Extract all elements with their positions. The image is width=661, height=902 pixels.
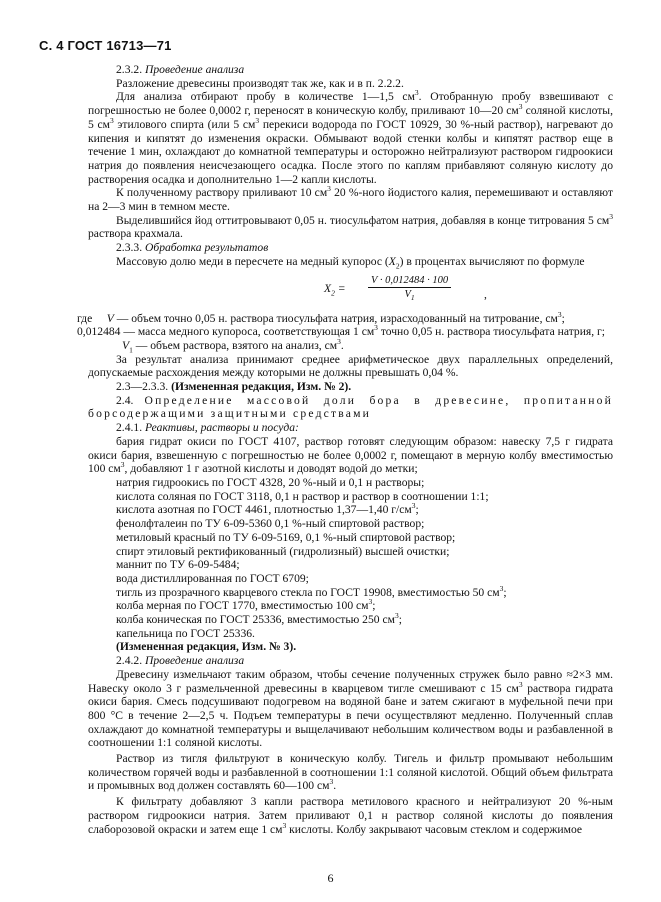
paragraph: Выделившийся йод оттитровывают 0,05 н. тиосульфатом натрия, добавляя в конце титрования 5 $см^3$ раствора крахмала. xyxy=(88,211,613,241)
list-item: кислота соляная по ГОСТ 3118, 0,1 н раствор и раствор в соотношении 1:1; xyxy=(116,489,489,503)
paragraph: К полученному раствору приливают 10 $см^3$ 20 %-ного йодистого калия, перемешивают и оставляют на 2—3 мин в темном месте. xyxy=(88,184,613,214)
paragraph: Для анализа отбирают пробу в количестве 1—1,5 $см^3$. Отобранную пробу взвешивают с погрешностью не более 0,0002 г, переносят в коническую колбу, приливают 10—20 $см^3$ соляной кислоты, 5 $см^3$ этилового спирта (или 5 $см^3$ перекиси водорода по ГОСТ 10929, 30 %-ный раствор), нагревают до кипения и кипятят до изменения окраски. Обмывают водой стенки колбы и кипятят раствор еще в течение 1 мин, охлаждают до комнатной температуры и осторожно нейтрализуют раствором гидроокиси натрия до появления неисчезающего осадка. После этого по каплям прибавляют соляную кислоту до растворения осадка и дополнительно 1—2 капли кислоты. xyxy=(88,88,614,186)
section-heading: 2.3.3. Обработка результатов xyxy=(116,241,269,255)
change-note: 2.3—2.3.3. (Измененная редакция, Изм. № 2). xyxy=(116,380,352,394)
paragraph: За результат анализа принимают среднее арифметическое двух параллельных определений, допускаемые расхождения между которыми не должны превышать 0,04 %. xyxy=(88,352,613,380)
list-item: маннит по ТУ 6-09-5484; xyxy=(116,558,240,572)
formula-numerator: V · 0,012484 · 100 xyxy=(368,274,451,289)
paragraph: Массовую долю меди в пересчете на медный купорос $(X_2)$ в процентах вычисляют по формуле xyxy=(116,254,585,271)
list-item: фенолфталеин по ТУ 6-09-5360 0,1 %-ный спиртовой раствор; xyxy=(116,517,425,531)
paragraph: Раствор из тигля фильтруют в коническую колбу. Тигель и фильтр промывают небольшим количеством горячей воды и разбавленной в соотношении 1:1 соляной кислотой. Общий объем фильтрата и промывных вод должен составлять 60—100 $см^3$. xyxy=(88,752,613,793)
change-note: (Измененная редакция, Изм. № 3). xyxy=(116,640,297,654)
list-item: вода дистиллированная по ГОСТ 6709; xyxy=(116,571,309,585)
list-item: колба коническая по ГОСТ 25336, вместимостью 250 $см^3$; xyxy=(116,611,402,627)
list-item: спирт этиловый ректификованный (гидролизный) высшей очистки; xyxy=(116,544,450,558)
formula-lhs: $X_2$ = xyxy=(324,281,346,297)
formula: $X_2$ = $\frac{V \cdot 0,012484 \cdot 100}{V_1}$ , xyxy=(324,274,487,303)
list-item: тигль из прозрачного кварцевого стекла по ГОСТ 19908, вместимостью 50 $см^3$; xyxy=(116,583,507,599)
section-heading: 2.4. Определение массовой доли бора в древесине, пропитанной борсодержащими защитными средствами xyxy=(88,393,613,421)
list-item: натрия гидроокись по ГОСТ 4328, 20 %-ный и 0,1 н растворы; xyxy=(116,475,425,489)
list-item: кислота азотная по ГОСТ 4461, плотностью 1,37—1,40 $г/см^3$; xyxy=(116,501,419,517)
definition-item: где V — объем точно 0,05 н. раствора тиосульфата натрия, израсходованный на титрование, $см^3$; xyxy=(77,309,565,325)
list-item: бария гидрат окиси по ГОСТ 4107, раствор готовят следующим образом: навеску 7,5 г гидрата окиси бария, взвешенную с погрешностью не более 0,0002 г, помещают в мерную колбу вместимостью 100 $см^3$, добавляют 1 г азотной кислоты и доводят водой до метки; xyxy=(88,434,613,476)
page-header: С. 4 ГОСТ 16713—71 xyxy=(39,38,172,53)
list-item: капельница по ГОСТ 25336. xyxy=(116,626,255,640)
section-heading: 2.4.1. Реактивы, растворы и посуда: xyxy=(116,421,299,435)
page-number: 6 xyxy=(327,871,334,885)
list-item: колба мерная по ГОСТ 1770, вместимостью 100 $см^3$; xyxy=(116,597,376,613)
formula-fraction xyxy=(368,274,451,302)
definition-item: $V_1$ — объем раствора, взятого на анализ, $см^3$. xyxy=(122,337,344,355)
paragraph: К фильтрату добавляют 3 капли раствора метилового красного и нейтрализуют 20 %-ным раствором гидроокиси натрия. Затем приливают 0,1 н раствор соляной кислоты до появления слаборозовой окраски и затем еще 1 $см^3$ кислоты. Колбу закрывают часовым стеклом и содержимое xyxy=(88,795,613,836)
list-item: метиловый красный по ТУ 6-09-5169, 0,1 %-ный спиртовой раствор; xyxy=(116,530,456,544)
reagent-list xyxy=(88,476,613,640)
formula-denominator: $V_1$ xyxy=(404,289,415,303)
definition-item: 0,012484 — масса медного купороса, соответствующая 1 $см^3$ точно 0,05 н. раствора тиосульфата натрия, г; xyxy=(77,323,606,339)
paragraph: Разложение древесины производят так же, как и в п. 2.2.2. xyxy=(116,76,404,90)
section-heading: 2.3.2. Проведение анализа xyxy=(116,63,245,76)
section-heading: 2.4.2. Проведение анализа xyxy=(116,654,245,668)
paragraph: Древесину измельчают таким образом, чтобы сечение полученных стружек было равно ≈2×3 мм. Навеску около 3 г размельченной древесины в кварцевом тигле смешивают с 15 $см^3$ раствора гидрата окиси бария. Смесь подсушивают подогревом на водяной бане и затем сжигают в муфельной печи при 800 °С в течение 2—2,5 ч. Подъем температуры в печи осуществляют медленно. Полученный сплав охлаждают до комнатной температуры и выщелачивают небольшим количеством воды и разбавленной в соотношении 1:1 соляной кислоты. xyxy=(88,667,613,750)
